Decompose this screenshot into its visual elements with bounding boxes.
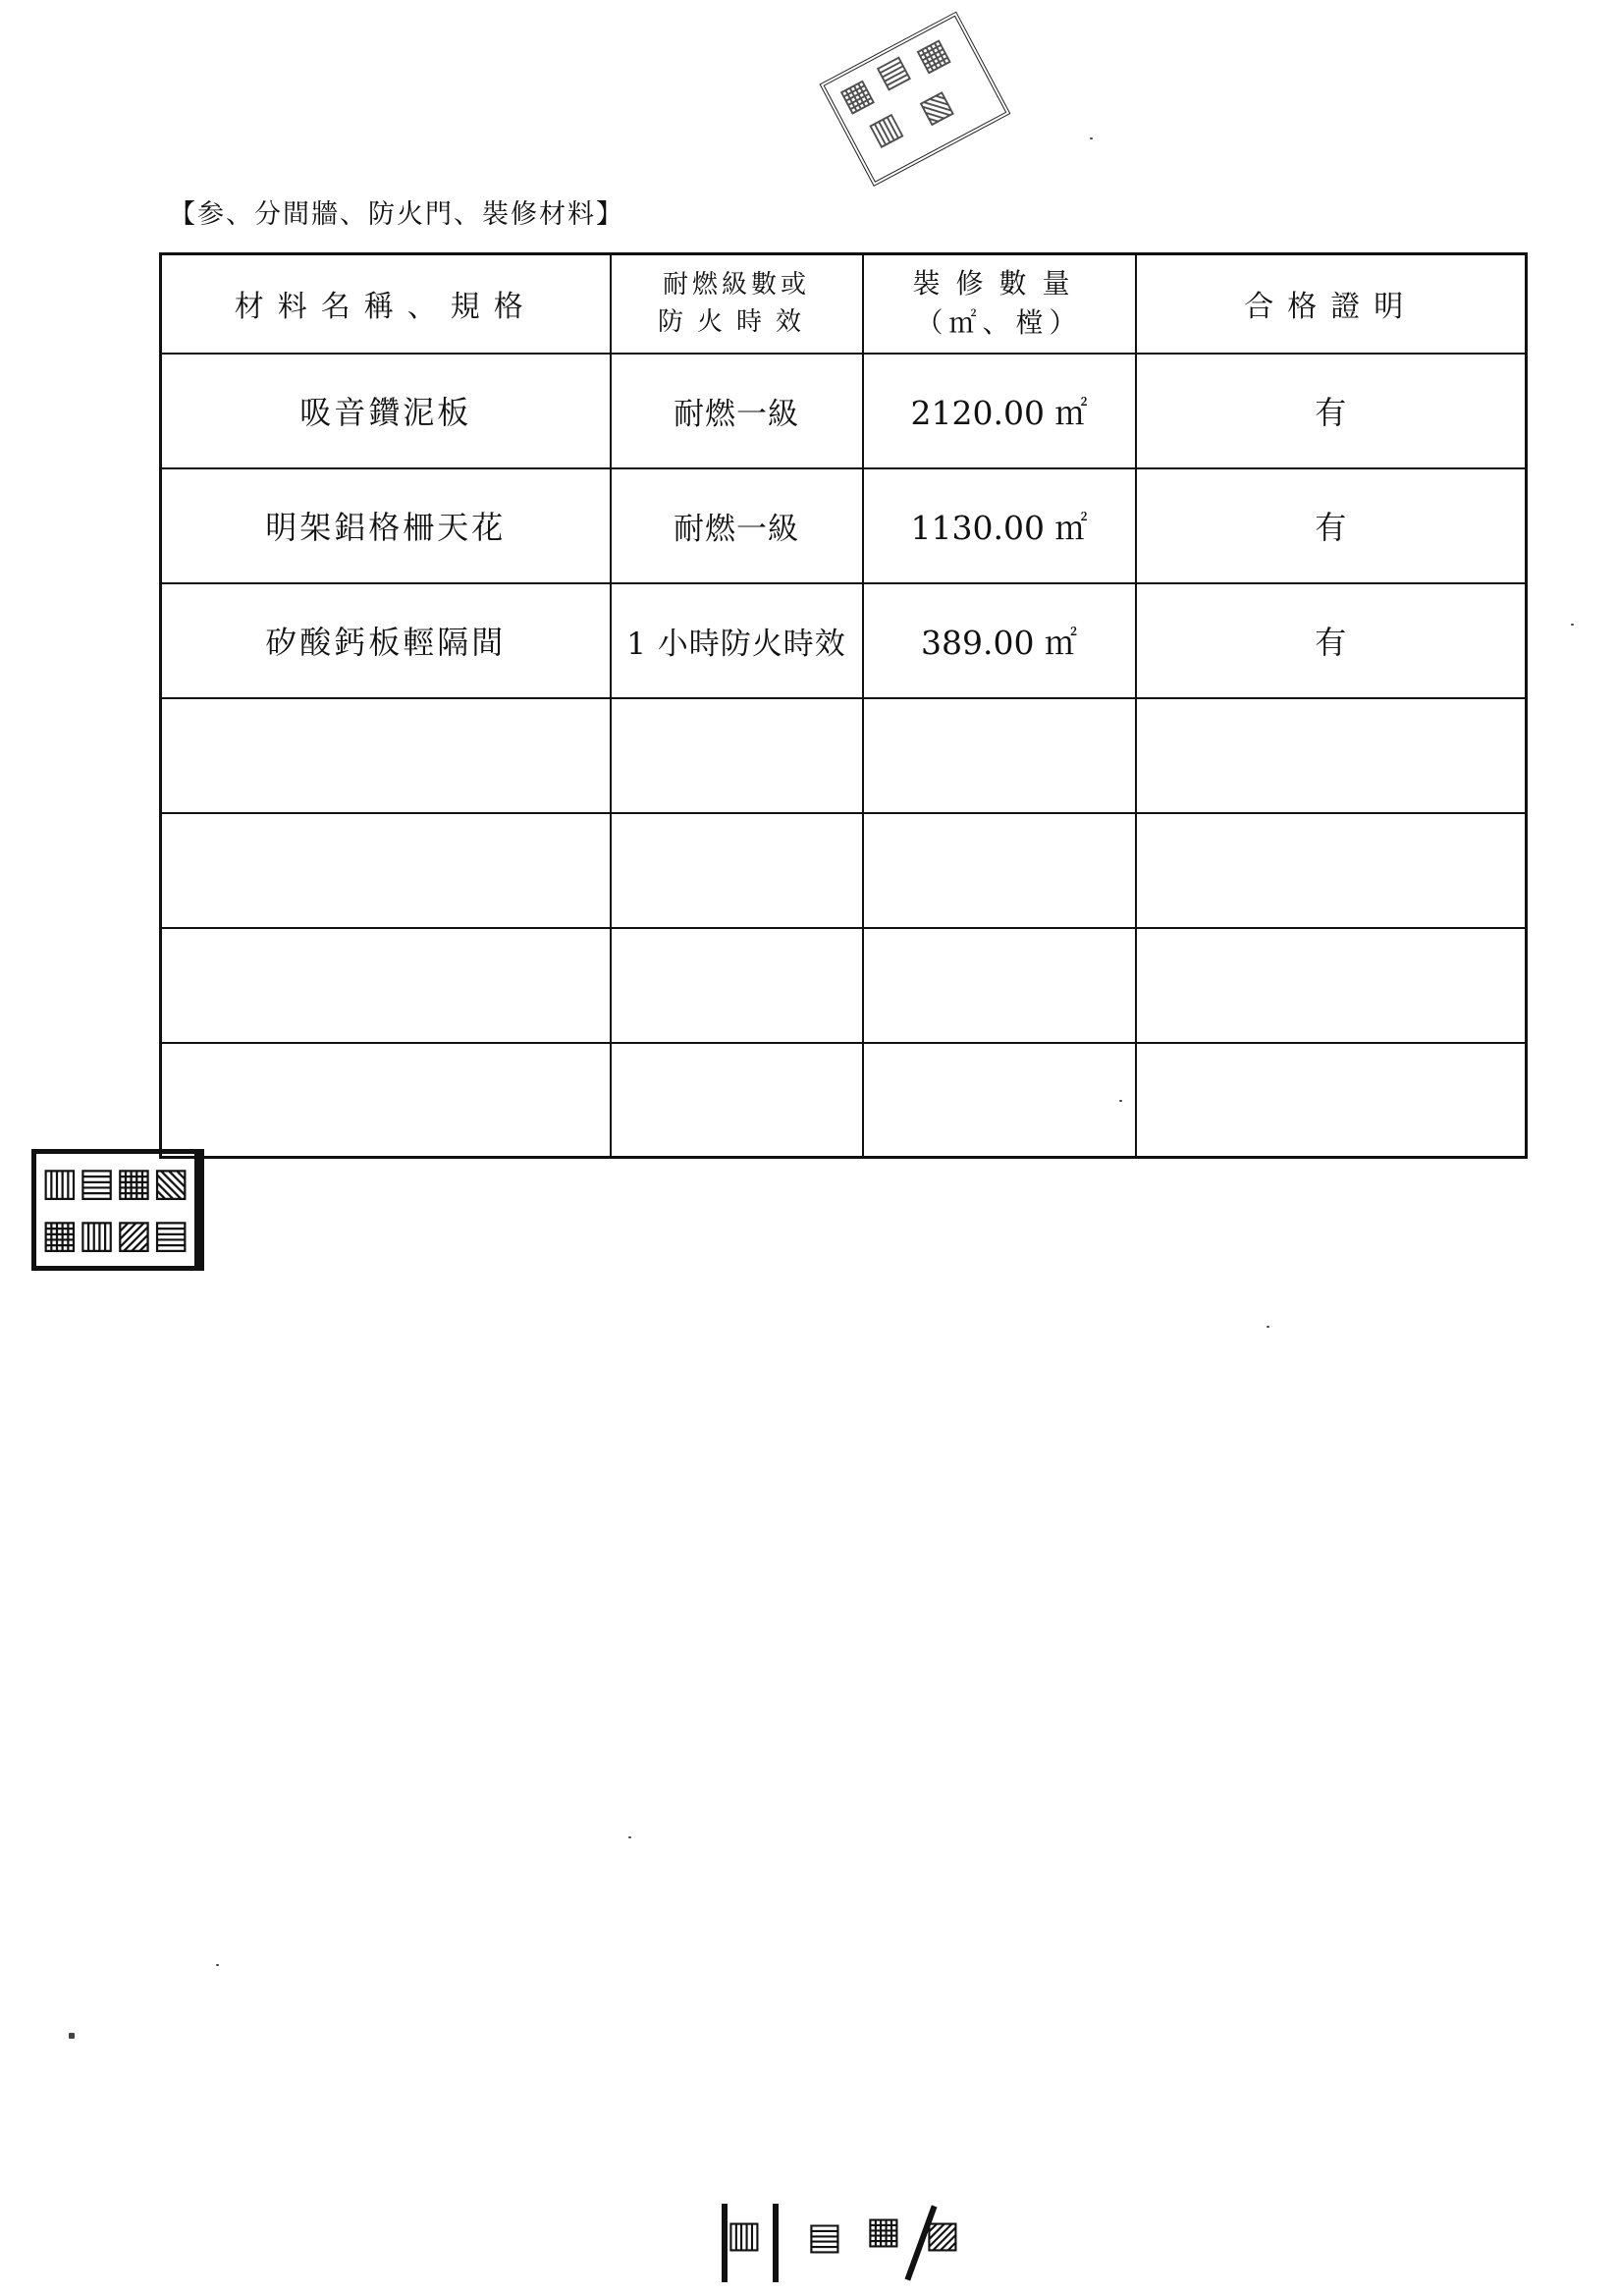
left-seal-glyph: ▦ [115, 1160, 153, 1205]
bottom-stamp-bar [773, 2204, 779, 2282]
cell-quantity: 2120.00 ㎡ [863, 354, 1136, 468]
cell-certificate [1136, 813, 1527, 928]
left-seal-glyph: ▦ [41, 1212, 79, 1257]
left-seal-glyph: ▤ [152, 1212, 190, 1257]
cell-fire-rating: 耐燃一級 [611, 354, 863, 468]
bottom-stamp-glyph: ▤ [725, 2219, 769, 2255]
cell-material-name [161, 928, 611, 1043]
cell-quantity [863, 813, 1136, 928]
cell-material-name [161, 813, 611, 928]
scan-speck [69, 2033, 75, 2039]
left-seal-glyph: ▨ [115, 1212, 153, 1257]
bottom-stamp-glyph: ▥ [805, 2221, 849, 2257]
cell-fire-rating: 耐燃一級 [611, 468, 863, 583]
left-seal-glyph: ▥ [78, 1212, 116, 1257]
cell-quantity [863, 928, 1136, 1043]
table-row [161, 698, 1527, 813]
cell-certificate [1136, 698, 1527, 813]
top-seal-glyph: ▤ [869, 46, 916, 97]
cell-fire-rating [611, 698, 863, 813]
cell-fire-rating: 1 小時防火時效 [611, 583, 863, 698]
cell-material-name: 矽酸鈣板輕隔間 [161, 583, 611, 698]
section-title: 【参、分間牆、防火門、裝修材料】 [169, 199, 624, 230]
cell-certificate: 有 [1136, 583, 1527, 698]
cell-certificate: 有 [1136, 468, 1527, 583]
left-seal-glyph: ▤ [78, 1160, 116, 1205]
top-seal-stamp [799, 0, 1033, 214]
table-row [161, 583, 1527, 698]
top-seal-glyph: ▥ [862, 104, 909, 154]
cell-fire-rating [611, 1043, 863, 1158]
table-row [161, 1043, 1527, 1158]
left-seal-glyph: ▥ [41, 1160, 79, 1205]
table-row [161, 813, 1527, 928]
cell-quantity [863, 698, 1136, 813]
header-fire-rating [611, 254, 863, 354]
cell-certificate: 有 [1136, 354, 1527, 468]
bottom-stamp-glyph: ▧ [923, 2219, 967, 2255]
header-quantity [863, 254, 1136, 354]
cell-fire-rating [611, 928, 863, 1043]
scan-speck [216, 1964, 219, 1966]
cell-material-name [161, 1043, 611, 1158]
scan-speck [1119, 1100, 1122, 1102]
cell-material-name: 明架鋁格柵天花 [161, 468, 611, 583]
header-fire-rating-line2: 防火時效 [657, 307, 815, 338]
left-seal-glyph: ▧ [152, 1160, 190, 1205]
scan-speck [1267, 1326, 1269, 1328]
table-row [161, 354, 1527, 468]
materials-table [159, 252, 1528, 1159]
cell-certificate [1136, 1043, 1527, 1158]
table-header-row [161, 254, 1527, 354]
table-row [161, 468, 1527, 583]
left-seal-glyphs [41, 1157, 189, 1261]
cell-material-name: 吸音鑽泥板 [161, 354, 611, 468]
header-material-name: 材料名稱、規格 [161, 254, 611, 354]
cell-quantity [863, 1043, 1136, 1158]
scan-speck [1571, 624, 1574, 626]
bottom-stamp-glyph: ▦ [864, 2215, 908, 2251]
header-quantity-line1: 裝修數量 [912, 267, 1086, 301]
scan-speck [628, 1836, 631, 1838]
header-fire-rating-line1: 耐燃級數或 [662, 270, 810, 301]
top-seal-glyph: ▦ [833, 71, 880, 121]
table-row [161, 928, 1527, 1043]
cell-quantity: 389.00 ㎡ [863, 583, 1136, 698]
header-quantity-line2: （㎡、樘） [915, 306, 1083, 340]
left-seal-stamp [31, 1149, 208, 1273]
top-seal-glyph: ▧ [912, 82, 959, 132]
cell-certificate [1136, 928, 1527, 1043]
bottom-page-stamp [712, 2198, 987, 2286]
cell-quantity: 1130.00 ㎡ [863, 468, 1136, 583]
top-seal-glyph: ▦ [909, 29, 956, 81]
header-certificate: 合格證明 [1136, 254, 1527, 354]
cell-material-name [161, 698, 611, 813]
cell-fire-rating [611, 813, 863, 928]
scan-speck [1090, 137, 1093, 139]
